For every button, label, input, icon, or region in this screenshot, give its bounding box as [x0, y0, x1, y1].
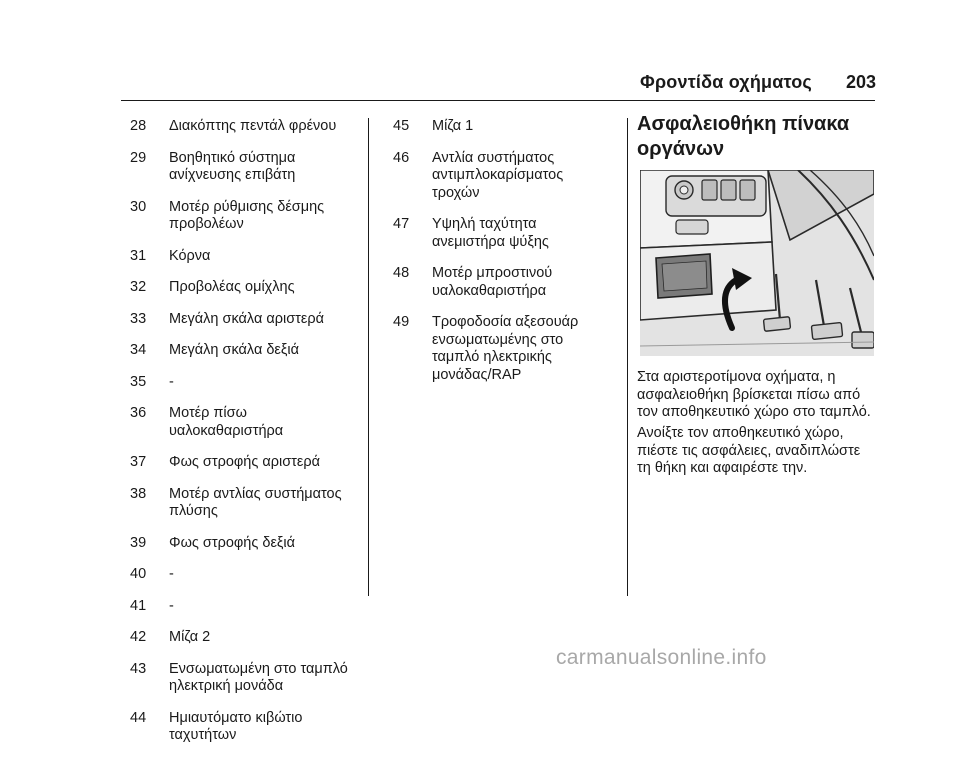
fuse-number: 36	[130, 405, 147, 421]
fuse-entry	[130, 710, 362, 745]
fuse-entry	[130, 535, 362, 553]
column-divider	[368, 118, 369, 596]
fuse-entry	[393, 314, 615, 384]
fuse-description: Μοτέρ πίσω υαλοκαθαριστήρα	[169, 405, 284, 439]
fuse-entry	[130, 598, 362, 616]
fuse-number: 34	[130, 342, 147, 358]
fuse-description: Μοτέρ μπροστινού υαλοκαθαριστήρα	[432, 265, 553, 299]
fuse-description: Προβολέας ομίχλης	[169, 279, 295, 295]
instruction-paragraph: Στα αριστεροτίμονα οχήματα, η ασφαλειοθήκη βρίσκεται πίσω από τον αποθηκευτικό χώρο στο ταμπλό.	[637, 369, 871, 420]
fuse-description: -	[169, 597, 174, 614]
fuse-entry	[130, 566, 362, 584]
fuse-number: 43	[130, 660, 147, 677]
fuse-number: 37	[130, 454, 147, 470]
fuse-description: Κόρνα	[169, 247, 211, 264]
fuse-entry	[130, 311, 362, 329]
fuse-number: 35	[130, 373, 147, 390]
fuse-number: 41	[130, 597, 147, 614]
fuse-entry	[130, 199, 362, 234]
fuse-list-left	[130, 118, 362, 759]
fuse-description: Μίζα 1	[432, 118, 474, 134]
fuse-number: 45	[393, 118, 410, 134]
fuse-description: Μοτέρ αντλίας συστήματος πλύσης	[169, 485, 342, 519]
fuse-description: Μεγάλη σκάλα δεξιά	[169, 342, 299, 358]
fuse-entry	[130, 248, 362, 266]
fuse-number: 49	[393, 314, 410, 330]
fuse-description: Μίζα 2	[169, 629, 211, 645]
fuse-number: 38	[130, 485, 147, 502]
fuse-number: 48	[393, 265, 410, 281]
fuse-entry	[130, 374, 362, 392]
fuse-number: 28	[130, 118, 147, 134]
page-header-title: Φροντίδα οχήματος	[639, 72, 812, 92]
fuse-entry	[393, 150, 615, 203]
fuse-number: 30	[130, 198, 147, 215]
fuse-number: 31	[130, 247, 147, 264]
fuse-entry	[393, 216, 615, 251]
fuse-description: Βοηθητικό σύστημα ανίχνευσης επιβάτη	[169, 149, 296, 183]
fuse-entry	[130, 279, 362, 297]
fuse-description: Μοτέρ ρύθμισης δέσμης προβολέων	[169, 198, 325, 232]
fuse-description: Ενσωματωμένη στο ταμπλό ηλεκτρική μονάδα	[169, 660, 348, 694]
fuse-number: 29	[130, 149, 147, 166]
fuse-list-middle	[393, 118, 615, 398]
dashboard-fuse-box-illustration	[640, 170, 874, 356]
fuse-number: 40	[130, 566, 147, 582]
fuse-number: 33	[130, 310, 147, 327]
fuse-number: 39	[130, 534, 147, 551]
fuse-description: Τροφοδοσία αξεσουάρ ενσωματωμένης στο ταμπλό ηλεκτρικής μονάδας/RAP	[432, 314, 579, 383]
fuse-number: 47	[393, 216, 410, 232]
fuse-description: -	[169, 566, 174, 582]
fuse-number: 46	[393, 149, 410, 166]
fuse-number: 32	[130, 279, 147, 295]
fuse-description: Ημιαυτόματο κιβώτιο ταχυτήτων	[169, 709, 303, 743]
fuse-entry	[393, 118, 615, 136]
fuse-entry	[393, 265, 615, 300]
fuse-description: Μεγάλη σκάλα αριστερά	[169, 310, 324, 327]
fuse-number: 44	[130, 709, 147, 726]
fuse-description: Φως στροφής αριστερά	[169, 454, 321, 470]
section-heading: Ασφαλειοθήκη πίνακα οργάνων	[637, 113, 850, 160]
fuse-entry	[130, 342, 362, 360]
fuse-entry	[130, 405, 362, 440]
fuse-entry	[130, 150, 362, 185]
fuse-entry	[130, 454, 362, 472]
fuse-entry	[130, 486, 362, 521]
fuse-entry	[130, 661, 362, 696]
watermark: carmanualsonline.info	[556, 646, 767, 669]
fuse-entry	[130, 118, 362, 136]
fuse-description: Υψηλή ταχύτητα ανεμιστήρα ψύξης	[432, 216, 549, 250]
header-rule	[121, 100, 875, 101]
fuse-description: Διακόπτης πεντάλ φρένου	[169, 118, 337, 134]
fuse-number: 42	[130, 629, 147, 645]
instruction-paragraph: Ανοίξτε τον αποθηκευτικό χώρο, πιέστε τις ασφάλειες, αναδιπλώστε τη θήκη και αφαιρέστε την.	[637, 425, 861, 476]
column-divider	[627, 118, 628, 596]
fuse-entry	[130, 629, 362, 647]
fuse-description: -	[169, 373, 174, 390]
fuse-description: Αντλία συστήματος αντιμπλοκαρίσματος τροχών	[432, 149, 564, 201]
page-number: 203	[846, 72, 877, 92]
fuse-description: Φως στροφής δεξιά	[169, 534, 296, 551]
